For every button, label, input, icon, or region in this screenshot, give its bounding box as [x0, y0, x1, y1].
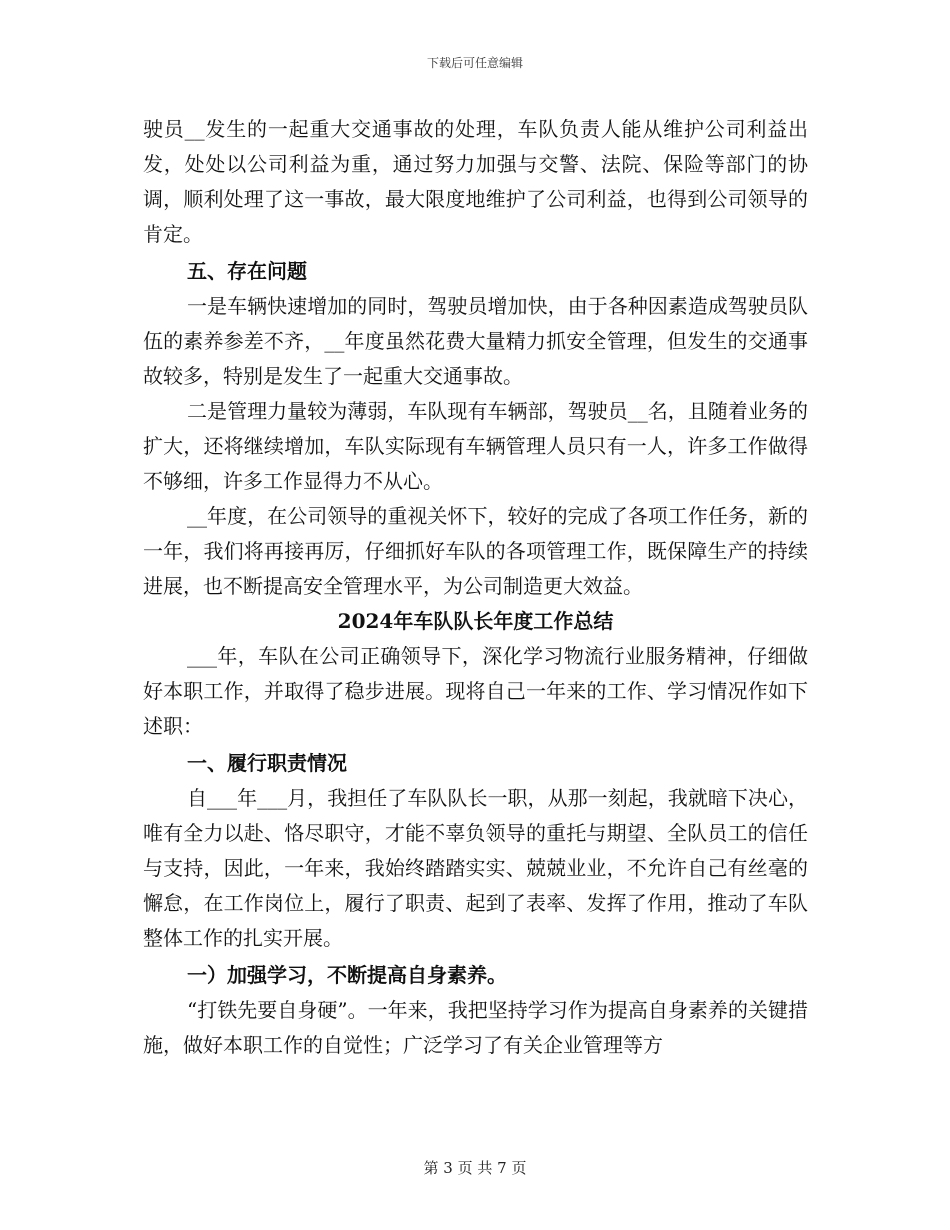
section-heading-duties: 一、履行职责情况	[187, 751, 347, 775]
paragraph-duties: 自___年___月，我担任了车队队长一职，从那一刻起，我就暗下决心，唯有全力以赴、恪尽职守，才能不辜负领导的重托与期望、全队员工的信任与支持，因此，一年来，我始终踏踏实实、兢兢业业，不允许自己有丝毫的懈怠，在工作岗位上，履行了职责、起到了表率、发挥了作用，推动了车队整体工作的扎实开展。	[143, 786, 808, 950]
document-body	[143, 112, 808, 1063]
subsection-heading-study: 一）加强学习，不断提高自身素养。	[187, 963, 507, 987]
paragraph-problem-one: 一是车辆快速增加的同时，驾驶员增加快，由于各种因素造成驾驶员队伍的素养参差不齐，__年度虽然花费大量精力抓安全管理，但发生的交通事故较多，特别是发生了一起重大交通事故。	[143, 294, 808, 388]
paragraph-problem-two: 二是管理力量较为薄弱，车队现有车辆部，驾驶员__名，且随着业务的扩大，还将继续增加，车队实际现有车辆管理人员只有一人，许多工作做得不够细，许多工作显得力不从心。	[143, 399, 808, 493]
page-footer: 第 3 页 共 7 页	[423, 1159, 527, 1177]
document-title: 2024年车队队长年度工作总结	[337, 609, 614, 633]
paragraph-year-outlook: __年度，在公司领导的重视关怀下，较好的完成了各项工作任务，新的一年，我们将再接再厉，仔细抓好车队的各项管理工作，既保障生产的持续进展，也不断提高安全管理水平，为公司制造更大效益。	[143, 504, 808, 598]
paragraph-accident-handling: 驶员__发生的一起重大交通事故的处理，车队负责人能从维护公司利益出发，处处以公司利益为重，通过努力加强与交警、法院、保险等部门的协调，顺利处理了这一事故，最大限度地维护了公司利益，也得到公司领导的肯定。	[143, 117, 808, 246]
section-heading-problems: 五、存在问题	[187, 259, 307, 283]
paragraph-introduction: ___年，车队在公司正确领导下，深化学习物流行业服务精神，仔细做好本职工作，并取得了稳步进展。现将自己一年来的工作、学习情况作如下述职：	[143, 644, 808, 738]
page-header: 下载后可任意编辑	[426, 56, 523, 70]
paragraph-study: “打铁先要自身硬”。一年来，我把坚持学习作为提高自身素养的关键措施，做好本职工作的自觉性；广泛学习了有关企业管理等方	[143, 998, 808, 1057]
